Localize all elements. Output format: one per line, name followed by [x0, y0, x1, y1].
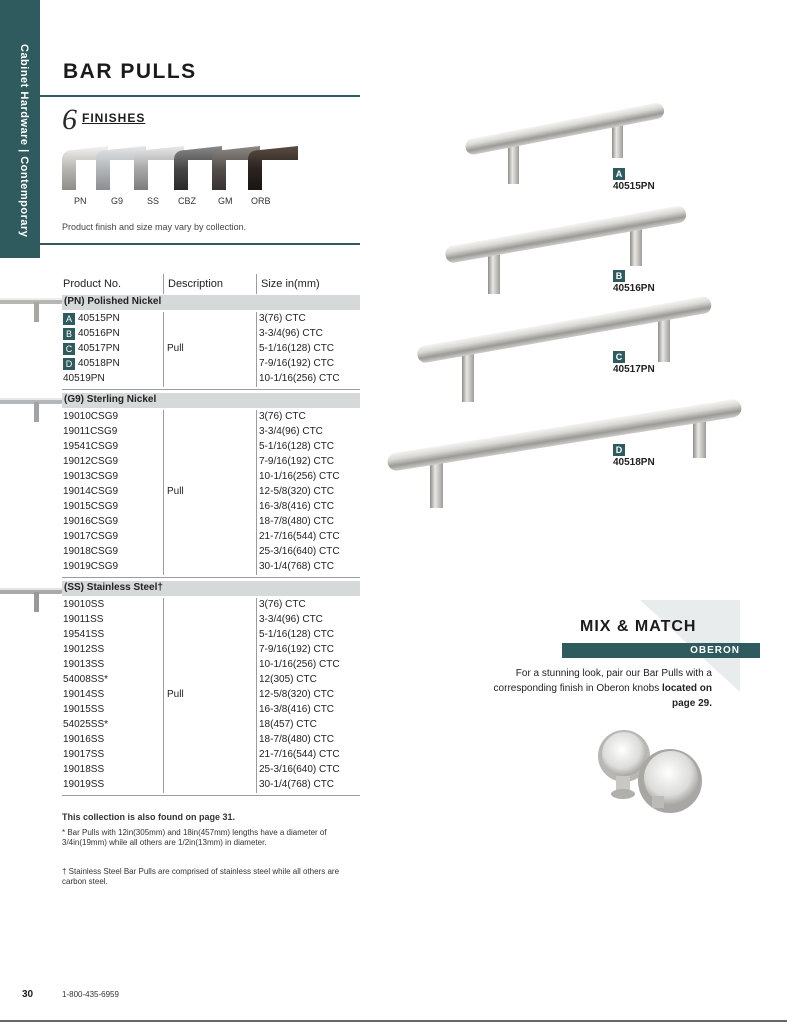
product-size: 18-7/8(480) CTC [259, 516, 335, 527]
product-number: 19541SS [63, 629, 105, 640]
product-size: 30-1/4(768) CTC [259, 779, 335, 790]
page-title: BAR PULLS [63, 60, 197, 83]
col-header-product: Product No. [63, 278, 122, 290]
product-number: 19016SS [63, 734, 105, 745]
table-row [62, 748, 360, 763]
pull-image-a [464, 102, 665, 184]
g9-thumbnail [0, 388, 62, 428]
product-number: 19017SS [63, 749, 105, 760]
oberon-knobs-image [588, 726, 718, 816]
table-row [62, 703, 360, 718]
table-row [62, 545, 360, 560]
row-letter: A [63, 313, 75, 325]
finishes-count: 6 [62, 103, 77, 136]
table-row [62, 763, 360, 778]
table-row [62, 718, 360, 733]
finish-code-ss: SS [147, 196, 160, 206]
product-size: 5-1/16(128) CTC [259, 629, 335, 640]
product-size: 18(457) CTC [259, 719, 317, 730]
finishes-divider [40, 243, 360, 245]
label-d-letter: D [613, 444, 625, 456]
row-letter: C [63, 343, 75, 355]
row-letter: B [63, 328, 75, 340]
product-number: 19015CSG9 [63, 501, 119, 512]
table-row [62, 613, 360, 628]
finish-code-pn: PN [74, 196, 87, 206]
table-row [62, 485, 360, 500]
table-row [62, 515, 360, 530]
table-row [62, 470, 360, 485]
table-row [62, 372, 360, 387]
table-row [62, 673, 360, 688]
finish-code-orb: ORB [251, 196, 271, 206]
table-row [62, 500, 360, 515]
finishes-heading: FINISHES [82, 111, 146, 125]
product-size: 3(76) CTC [259, 599, 306, 610]
row-letter: D [63, 358, 75, 370]
page-number: 30 [22, 989, 34, 1000]
product-number: 19016CSG9 [63, 516, 119, 527]
table-row [62, 643, 360, 658]
mix-description: For a stunning look, pair our Bar Pulls with a corresponding finish in Oberon knobs located on page 29. [493, 668, 712, 709]
pull-image-b [444, 205, 687, 294]
table-row [62, 530, 360, 545]
product-number: 19011SS [63, 614, 104, 625]
product-size: 3-3/4(96) CTC [259, 328, 323, 339]
product-size: 10-1/16(256) CTC [259, 471, 340, 482]
label-c-letter: C [613, 351, 625, 363]
table-row [62, 658, 360, 673]
ss-thumbnail [0, 578, 62, 618]
product-number: 19018SS [63, 764, 105, 775]
table-row [62, 778, 360, 793]
table-row [62, 560, 360, 575]
table-row [62, 425, 360, 440]
product-size: 16-3/8(416) CTC [259, 501, 335, 512]
product-size: 25-3/16(640) CTC [259, 764, 340, 775]
label-a-sku: 40515PN [613, 181, 655, 192]
footer-rule [0, 1020, 787, 1022]
table-row [62, 455, 360, 470]
product-images [380, 90, 760, 510]
table-row [62, 357, 360, 372]
pn-thumbnail [0, 288, 62, 328]
product-size: 10-1/16(256) CTC [259, 373, 340, 384]
mix-page-link[interactable]: located on page 29. [661, 683, 712, 709]
group-title: (PN) Polished Nickel [64, 296, 162, 307]
group-header [62, 581, 360, 596]
product-number: 19019CSG9 [63, 561, 119, 572]
finish-code-gm: GM [218, 196, 233, 206]
product-size: 5-1/16(128) CTC [259, 343, 335, 354]
finish-swatches [62, 146, 298, 190]
table-row [62, 342, 360, 357]
product-size: 5-1/16(128) CTC [259, 441, 335, 452]
label-d-sku: 40518PN [613, 457, 655, 468]
product-size: 12(305) CTC [259, 674, 317, 685]
product-number: 40516PN [78, 328, 120, 339]
product-size: 16-3/8(416) CTC [259, 704, 335, 715]
group-header [62, 393, 360, 408]
product-size: 21-7/16(544) CTC [259, 531, 340, 542]
product-number: 19013SS [63, 659, 105, 670]
product-number: 19015SS [63, 704, 105, 715]
product-size: 25-3/16(640) CTC [259, 546, 340, 557]
title-divider [40, 95, 360, 97]
label-a-letter: A [613, 168, 625, 180]
product-size: 7-9/16(192) CTC [259, 358, 335, 369]
footnote-stainless: † Stainless Steel Bar Pulls are comprised of stainless steel while all others are carbon steel. [62, 867, 340, 886]
mix-match-title: MIX & MATCH [580, 618, 697, 635]
product-number: 40518PN [78, 358, 120, 369]
product-size: 3-3/4(96) CTC [259, 426, 323, 437]
product-number: 19012CSG9 [63, 456, 119, 467]
col-header-description: Description [168, 278, 224, 290]
table-row [62, 327, 360, 342]
product-size: 10-1/16(256) CTC [259, 659, 340, 670]
mix-collection-bar [562, 643, 760, 658]
table-row [62, 598, 360, 613]
product-number: 19013CSG9 [63, 471, 119, 482]
product-size: 3-3/4(96) CTC [259, 614, 323, 625]
product-number: 54025SS* [63, 719, 109, 730]
product-number: 19010SS [63, 599, 105, 610]
finish-code-cbz: CBZ [178, 196, 196, 206]
table-row [62, 733, 360, 748]
product-number: 19014CSG9 [63, 486, 119, 497]
table-row [62, 628, 360, 643]
product-number: 40517PN [78, 343, 120, 354]
product-number: 40515PN [78, 313, 120, 324]
product-size: 12-5/8(320) CTC [259, 689, 335, 700]
table-row [62, 440, 360, 455]
product-size: 12-5/8(320) CTC [259, 486, 335, 497]
product-number: 40519PN [63, 373, 105, 384]
product-number: 19019SS [63, 779, 105, 790]
swatch-orb [248, 146, 298, 190]
product-number: 19541CSG9 [63, 441, 119, 452]
table-row [62, 688, 360, 703]
label-b-sku: 40516PN [613, 283, 655, 294]
group-title: (SS) Stainless Steel† [64, 582, 163, 593]
product-number: 19018CSG9 [63, 546, 119, 557]
pull-image-d [386, 398, 742, 508]
group-header [62, 295, 360, 310]
label-c-sku: 40517PN [613, 364, 655, 375]
product-number: 19017CSG9 [63, 531, 119, 542]
finish-code-g9: G9 [111, 196, 124, 206]
phone-number: 1-800-435-6959 [62, 990, 119, 999]
table-row [62, 312, 360, 327]
group-description: Pull [167, 342, 184, 354]
product-size: 3(76) CTC [259, 411, 306, 422]
product-number: 19012SS [63, 644, 105, 655]
group-description: Pull [167, 485, 184, 497]
label-b-letter: B [613, 270, 625, 282]
footnote-diameter: * Bar Pulls with 12in(305mm) and 18in(457mm) lengths have a diameter of 3/4in(19mm) while all others are 1/2in(13mm) in diameter. [62, 828, 327, 847]
table-row [62, 410, 360, 425]
product-number: 19014SS [63, 689, 105, 700]
also-found-note: This collection is also found on page 31. [62, 812, 236, 822]
group-title: (G9) Sterling Nickel [64, 394, 157, 405]
product-size: 21-7/16(544) CTC [259, 749, 340, 760]
col-header-size: Size in(mm) [261, 278, 320, 290]
product-number: 19010CSG9 [63, 411, 119, 422]
product-number: 54008SS* [63, 674, 109, 685]
product-size: 30-1/4(768) CTC [259, 561, 335, 572]
product-number: 19011CSG9 [63, 426, 118, 437]
product-size: 3(76) CTC [259, 313, 306, 324]
product-size: 7-9/16(192) CTC [259, 456, 335, 467]
sidebar-label: Cabinet Hardware | Contemporary [18, 44, 30, 238]
product-size: 7-9/16(192) CTC [259, 644, 335, 655]
product-size: 18-7/8(480) CTC [259, 734, 335, 745]
pull-image-c [416, 295, 712, 402]
finish-note: Product finish and size may vary by collection. [62, 222, 247, 232]
mix-collection-name: OBERON [690, 645, 740, 656]
group-description: Pull [167, 688, 184, 700]
